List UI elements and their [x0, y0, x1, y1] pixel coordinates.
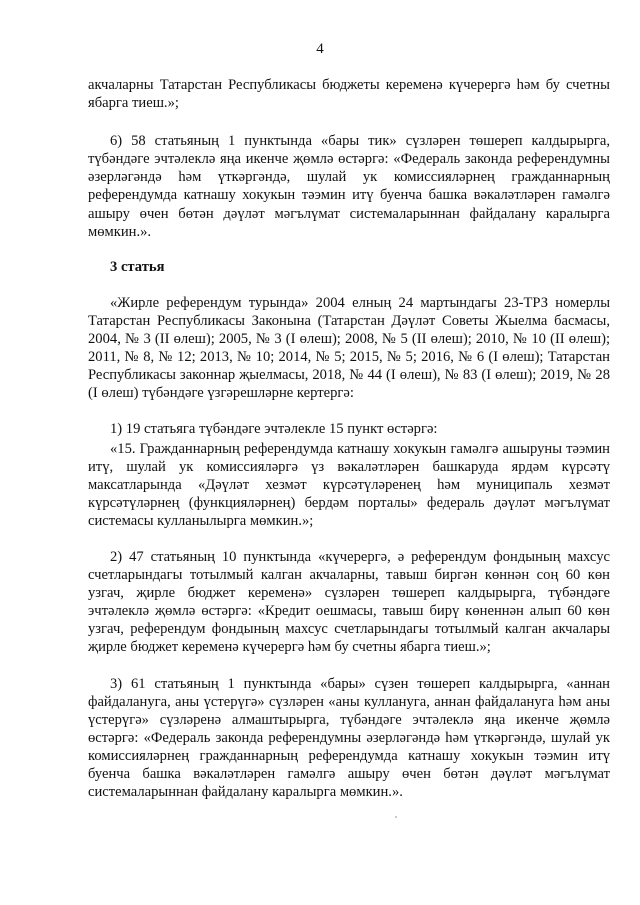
paragraph-item-6: 6) 58 статьяның 1 пунктында «бары тик» сүзләрен төшереп калдырырга, түбәндәге эчтәлеклә яңа икенче җөмлә өстәргә: «Федераль законда референдумны әзерләгәндә һәм үткәргәндә, шулай ук комиссияләрнең гражданнарның референдумда катнашу хокукын тәэмин итү буенча башка вәкаләтләрен гамәлгә ашыру өчен бөтән дәүләт мәгълүмат системаларыннан файдалану каралырга мөмкин.».	[88, 133, 610, 240]
paragraph-item-3: 3) 61 статьяның 1 пунктында «бары» сүзен төшереп калдырырга, «аннан файдалануга, аны үстерүгә» сүзләрен «аны куллануга, аннан файдалануга һәм аны үстерүгә» сүзләренә алмаштырырга, түбәндәге эчтәлеклә яңа икенче җөмлә өстәргә: «Федераль законда референдумны әзерләгәндә һәм үткәргәндә, шулай ук комиссияләрнең гражданнарның референдумда катнашу хокукын тәэмин итү буенча башка вәкаләтләрен гамәлгә ашыру өчен бөтән дәүләт мәгълүмат системаларыннан файдалану каралырга мөмкин.».	[88, 675, 610, 801]
paragraph-item-2: 2) 47 статьяның 10 пунктында «күчерергә, ә референдум фондының махсус счетларындагы тотылмый калган акчаларны, тавыш биргән көннән соң 60 көн узгач, җирле бюджет кеременә» сүзләрен төшереп калдырырга, түбәндәге эчтәлеклә җөмлә өстәргә: «Кредит оешмасы, тавыш бирү көненнән алып 60 көн узгач, референдум фондының махсус счетларындагы тотылмый калган акчалары җирле бюджет кеременә күчерергә һәм бу счетны ябарга тиеш.»;	[88, 548, 610, 656]
paragraph-item-1-quote: «15. Гражданнарның референдумда катнашу хокукын гамәлгә ашыруны тәэмин итү, шулай ук комиссияләргә үз вәкаләтләрен башкаруда ярдәм күрсәтү максатларында «Дәүләт хезмәт күрсәтүләренең һәм муниципаль хезмәт күрсәтүләрнең (функцияләрнең) бердәм порталы» федераль дәүләт мәгълүмат системасы кулланылырга мөмкин.»;	[88, 440, 610, 529]
document-body	[88, 76, 610, 801]
paragraph-continuation: акчаларны Татарстан Республикасы бюджеты кеременә күчерергә һәм бу счетны ябарга тиеш.»;	[88, 77, 610, 112]
paragraph-article-3-intro: «Жирле референдум турында» 2004 елның 24 мартындагы 23-ТРЗ номерлы Татарстан Республикасы Законына (Татарстан Дәүләт Советы Жыелма басмасы, 2004, № 3 (II өлеш); 2005, № 3 (I өлеш); 2008, № 5 (II өлеш); 2010, № 10 (II өлеш); 2011, № 8, № 12; 2013, № 10; 2014, № 5; 2015, № 5; 2016, № 6 (I өлеш); Татарстан Республикасы законнар җыелмасы, 2018, № 44 (I өлеш), № 83 (I өлеш); 2019, № 28 (I өлеш) түбәндәге үзгәрешләрне кертергә:	[88, 294, 610, 402]
page-number: 4	[316, 41, 324, 57]
paragraph-item-1: 1) 19 статьяга түбәндәге эчтәлекле 15 пункт өстәргә:	[110, 421, 438, 438]
scan-speck	[395, 816, 397, 818]
section-heading: 3 статья	[110, 258, 165, 275]
